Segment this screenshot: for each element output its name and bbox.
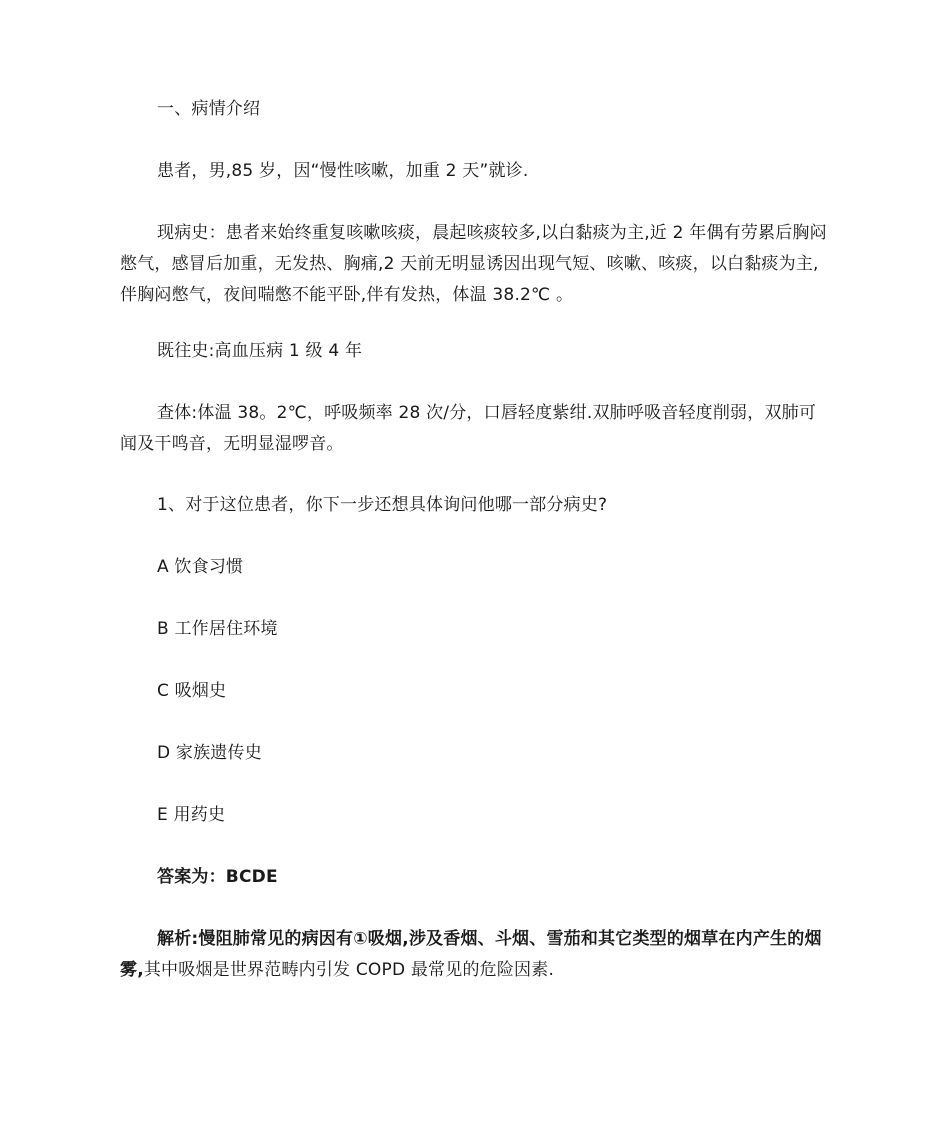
analysis-bold: 解析:慢阻肺常见的病因有①吸烟,涉及香烟、斗烟、雪茄和其它类型的烟草在内产生的烟雾, xyxy=(120,929,822,980)
answer: 答案为：BCDE xyxy=(157,867,278,887)
section-heading: 一、病情介绍 xyxy=(157,99,261,119)
analysis xyxy=(120,924,830,986)
option-c: C 吸烟史 xyxy=(157,681,227,701)
option-d: D 家族遗传史 xyxy=(157,743,262,763)
option-b: B 工作居住环境 xyxy=(157,619,278,639)
patient-intro: 患者，男,85 岁，因“慢性咳嗽，加重 2 天”就诊. xyxy=(157,161,529,181)
past-history: 既往史:高血压病 1 级 4 年 xyxy=(157,341,363,361)
present-history: 现病史：患者来始终重复咳嗽咳痰，晨起咳痰较多,以白黏痰为主,近 2 年偶有劳累后胸闷憋气，感冒后加重，无发热、胸痛,2 天前无明显诱因出现气短、咳嗽、咳痰，以白黏痰为主,伴胸闷憋气，夜间喘憋不能平卧,伴有发热，体温 38.2℃ 。 xyxy=(120,223,827,305)
option-a: A 饮食习惯 xyxy=(157,557,244,577)
question: 1、对于这位患者，你下一步还想具体询问他哪一部分病史? xyxy=(157,495,608,515)
option-e: E 用药史 xyxy=(157,805,226,825)
analysis-rest: 其中吸烟是世界范畴内引发 COPD 最常见的危险因素. xyxy=(143,960,555,980)
physical-exam: 查体:体温 38。2℃，呼吸频率 28 次/分，口唇轻度紫绀.双肺呼吸音轻度削弱，双肺可闻及干鸣音，无明显湿啰音。 xyxy=(120,403,817,454)
